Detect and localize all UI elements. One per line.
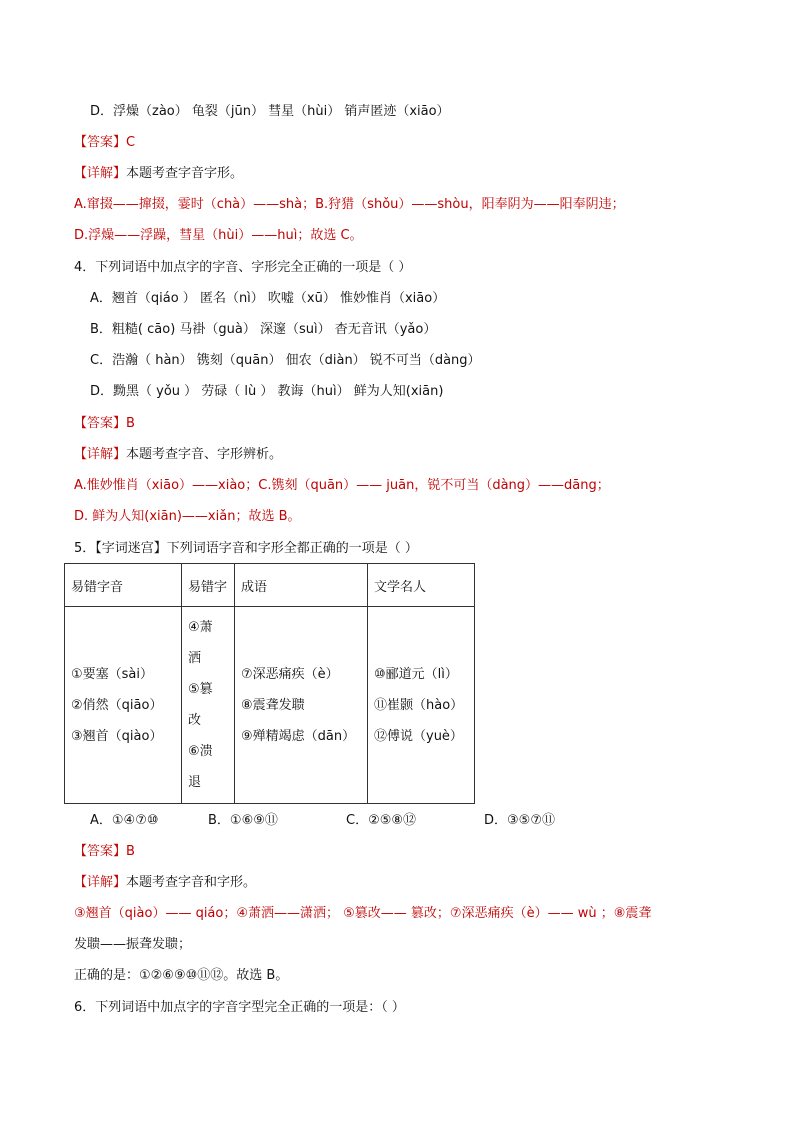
q5-explain-1: ③翘首（qiào）—— qiáo；④萧洒——潇洒； ⑤篡改—— 篡改；⑦深恶痛疾（è）—— wù ；⑧震聋 xyxy=(74,906,652,921)
cell-item: ⑨殚精竭虑（dān） xyxy=(241,728,356,744)
q5-answer xyxy=(74,843,135,861)
q4-option-c: C．浩瀚（ hàn） 镌刻（quān） 佃农（diàn） 锐不可当（dàng） xyxy=(90,353,481,368)
cell-item: 退 xyxy=(188,775,202,790)
q5-correct: 正确的是：①②⑥⑨⑩⑪⑫。故选 B。 xyxy=(74,968,289,983)
q4-answer xyxy=(74,415,135,433)
q4-option-a: A．翘首（qiáo ） 匿名（nì） 吹嘘（xū） 惟妙惟肖（xiāo） xyxy=(90,291,446,306)
answer-tag: 【答案】 xyxy=(74,844,127,859)
q4-explain-2: D. 鲜为人知(xiān)——xiǎn；故选 B。 xyxy=(74,509,301,524)
q4-explain-1: A.惟妙惟肖（xiāo）——xiào；C.镌刻（quān）—— juān，锐不可当（dàng）——dāng； xyxy=(74,478,610,493)
q4-detail xyxy=(74,446,282,464)
answer-tag: 【答案】 xyxy=(74,416,127,431)
option-a: A．①④⑦⑩ xyxy=(90,813,159,828)
answer-value: B xyxy=(126,844,135,859)
cell-item: ⑥溃 xyxy=(188,744,213,759)
q4-stem: 4．下列词语中加点字的字音、字形完全正确的一项是（ ） xyxy=(74,260,412,275)
table-cell xyxy=(65,607,182,804)
detail-tag: 【详解】 xyxy=(74,447,127,462)
option-c: C．②⑤⑧⑫ xyxy=(346,813,417,828)
table-header-cell: 易错字 xyxy=(182,564,235,607)
q5-table xyxy=(64,563,475,804)
table-header-row xyxy=(65,564,475,607)
q3-explain-2: D.浮燥——浮躁，彗星（hùi）——huì；故选 C。 xyxy=(74,228,363,243)
q3-detail xyxy=(74,165,243,183)
table-header-cell: 成语 xyxy=(235,564,368,607)
answer-tag: 【答案】 xyxy=(74,135,127,150)
q3-answer xyxy=(74,134,135,152)
q4-option-b: B．粗糙( cāo) 马褂（guà） 深邃（suì） 杳无音讯（yǎo） xyxy=(90,322,437,337)
table-cell xyxy=(182,607,235,804)
q5-options xyxy=(90,812,555,830)
cell-item: ⑪崔颢（hào） xyxy=(374,697,464,713)
q5-stem: 5．【字词迷宫】下列词语字音和字形全都正确的一项是（ ） xyxy=(74,541,418,556)
q6-stem: 6．下列词语中加点字的字音字型完全正确的一项是：（ ） xyxy=(74,1000,405,1015)
table-cell xyxy=(235,607,368,804)
cell-item: ③翘首（qiào） xyxy=(71,728,163,744)
table-header-cell: 易错字音 xyxy=(65,564,182,607)
cell-item: ⑤篡 xyxy=(188,682,213,697)
cell-item: ⑧震聋发聩 xyxy=(241,697,305,713)
table-cell xyxy=(368,607,475,804)
cell-item: ④萧 xyxy=(188,620,213,635)
q5-explain-2: 发聩——振聋发聩； xyxy=(74,937,192,952)
cell-item: ⑫傅说（yuè） xyxy=(374,728,463,744)
table-header-cell: 文学名人 xyxy=(368,564,475,607)
detail-text: 本题考查字音、字形辨析。 xyxy=(126,447,283,462)
q4-option-d: D．黝黑（ yǒu ） 劳碌（ lù ） 教诲（huì） 鲜为人知(xiān) xyxy=(90,384,444,399)
cell-item: 洒 xyxy=(188,651,202,666)
cell-item: ①要塞（sài） xyxy=(71,666,154,682)
answer-value: C xyxy=(126,135,136,150)
answer-value: B xyxy=(126,416,135,431)
q3-explain-1: A.窜掇——撺掇，霎时（chà）——shà；B.狩猎（shǒu）——shòu，阳奉阴为——阳奉阴违； xyxy=(74,197,625,212)
cell-item: ②俏然（qiāo） xyxy=(71,697,163,713)
detail-text: 本题考查字音和字形。 xyxy=(126,875,257,890)
detail-tag: 【详解】 xyxy=(74,875,127,890)
detail-text: 本题考查字音字形。 xyxy=(126,166,244,181)
table-row xyxy=(65,607,475,804)
detail-tag: 【详解】 xyxy=(74,166,127,181)
cell-item: ⑩郦道元（lì） xyxy=(374,666,458,682)
option-d: D．③⑤⑦⑪ xyxy=(484,813,555,828)
cell-item: 改 xyxy=(188,713,202,728)
option-b: B．①⑥⑨⑪ xyxy=(208,813,278,828)
cell-item: ⑦深恶痛疾（è） xyxy=(241,666,339,682)
q5-detail xyxy=(74,874,256,892)
q3-option-d: D．浮燥（zào） 龟裂（jūn） 彗星（hùi） 销声匿迹（xiāo） xyxy=(90,104,450,119)
